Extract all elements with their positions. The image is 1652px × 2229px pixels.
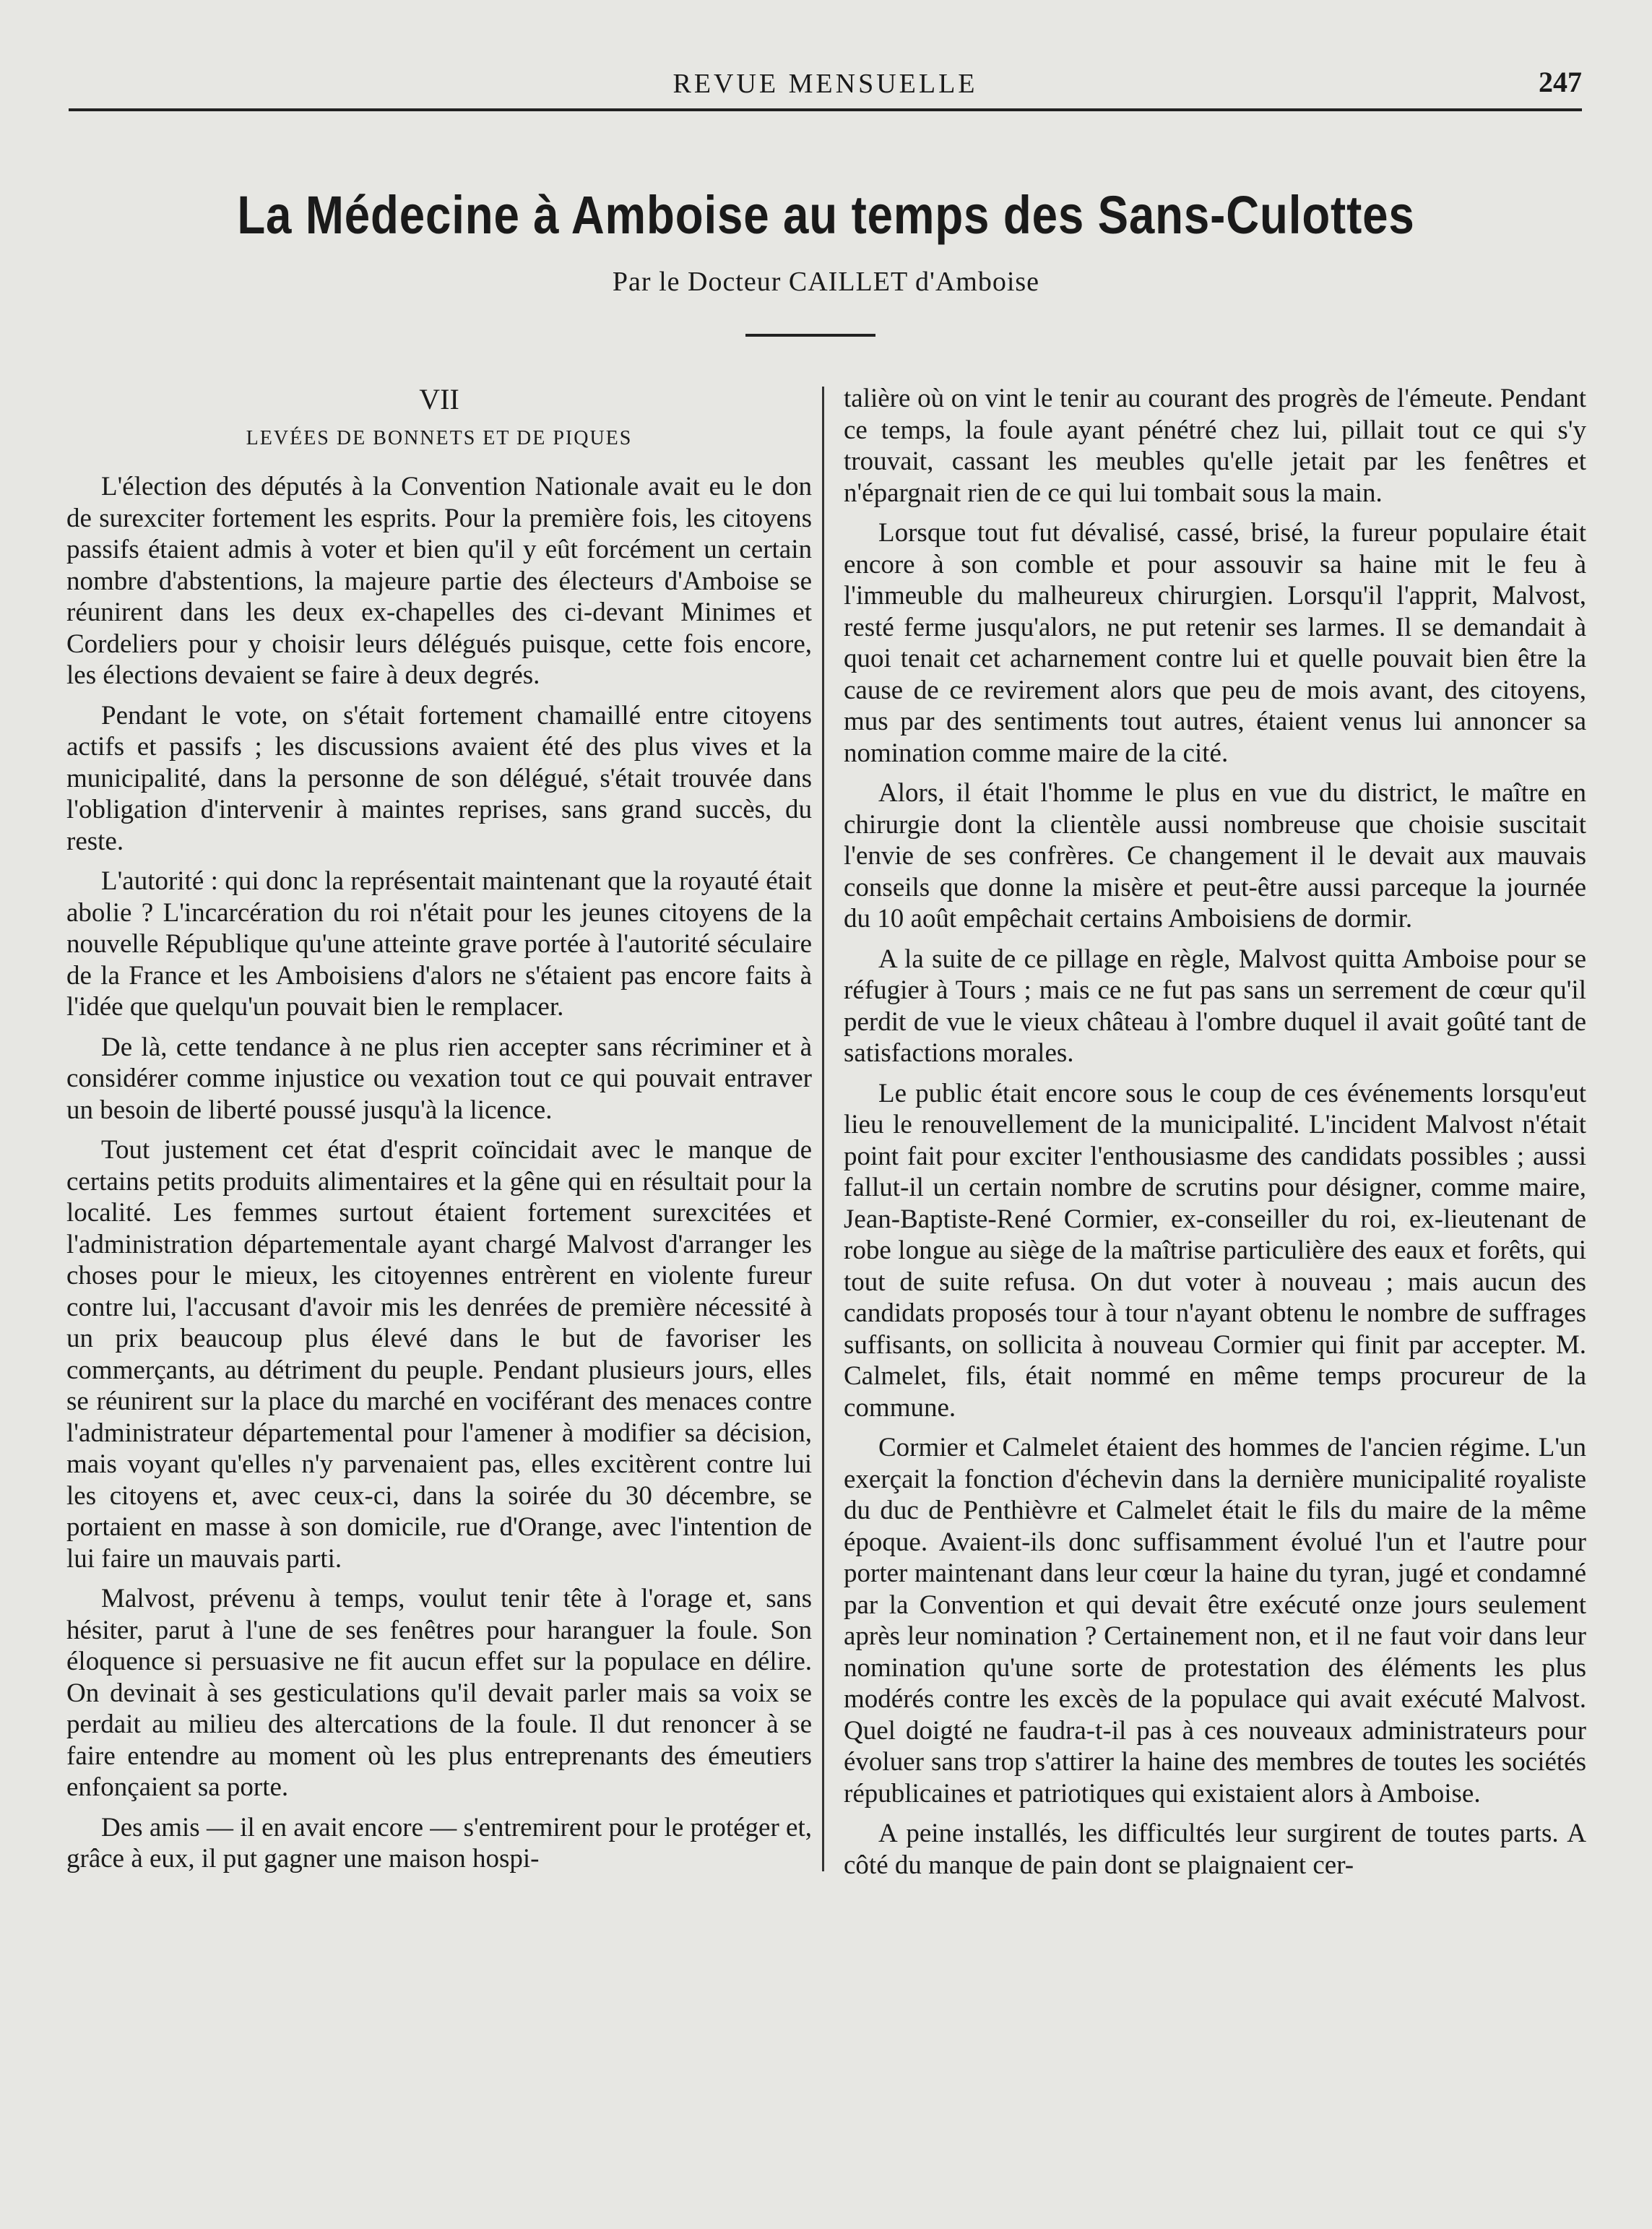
paragraph-continued: talière où on vint le tenir au courant des progrès de l'émeute. Pendant ce temps, la foule ayant pénétré chez lui, pillait tout ce qui s'y trouvait, cassant les meubles qu'elle jetait par les fenêtres et n'épargnait rien de ce qui lui tombait sous la main. xyxy=(844,384,1586,508)
column-divider xyxy=(822,387,824,1871)
paragraph: Lorsque tout fut dévalisé, cassé, brisé, la fureur populaire était encore à son comble et pour assouvir sa haine mit le feu à l'immeuble du malheureux chirurgien. Lorsqu'il l'apprit, Malvost, resté ferme jusqu'alors, ne put retenir ses larmes. Il se demandait à quoi tenait cet acharnement contre lui et quelle pouvait bien être la cause de ce revirement alors que peu de mois avant, des citoyens, mus par des sentiments tout autres, étaient venus lui annoncer sa nomination comme maire de la cité. xyxy=(844,518,1586,768)
paragraph: Cormier et Calmelet étaient des hommes de l'ancien régime. L'un exerçait la fonction d'échevin dans la dernière municipalité royaliste du duc de Penthièvre et Calmelet était le fils du maire de la même époque. Avaient-ils donc suffisamment évolué l'un et l'autre pour porter maintenant dans leur cœur la haine du tyran, jugé et condamné par la Convention et qui devait être exécuté onze jours seulement après leur nomination ? Certainement non, et il ne faut voir dans leur nomination qu'une sorte de protestation des éléments les plus modérés contre les excès de la populace qui avait exécuté Malvost. Quel doigté ne faudra-t-il pas à ces nouveaux administrateurs pour évoluer sans trop s'attirer la haine des membres de toutes les sociétés républicaines et patriotiques qui existaient alors à Amboise. xyxy=(844,1433,1586,1808)
article-byline: Par le Docteur CAILLET d'Amboise xyxy=(612,267,1040,297)
paragraph: Pendant le vote, on s'était fortement chamaillé entre citoyens actifs et passifs ; les discussions avaient été des plus vives et la municipalité, dans la personne de son délégué, s'était trouvée dans l'obligation d'intervenir à maintes reprises, sans grand succès, du reste. xyxy=(66,700,812,856)
paragraph: L'élection des députés à la Convention Nationale avait eu le don de surexciter fortement les esprits. Pour la première fois, les citoyens passifs étaient admis à voter et bien qu'il y eût forcément un certain nombre d'abstentions, la majeure partie des électeurs d'Amboise se réunirent dans les deux ex-chapelles des ci-devant Minimes et Cordeliers pour y choisir leurs délégués puisque, cette fois encore, les élections devaient se faire à deux degrés. xyxy=(66,472,812,690)
paragraph: De là, cette tendance à ne plus rien accepter sans récriminer et à considérer comme injustice ou vexation tout ce qui pouvait entraver un besoin de liberté poussé jusqu'à la licence. xyxy=(66,1032,812,1125)
left-column xyxy=(66,383,812,1884)
section-number: VII xyxy=(419,383,459,415)
article-title: La Médecine à Amboise au temps des Sans-Culottes xyxy=(237,185,1415,245)
running-title: REVUE MENSUELLE xyxy=(673,69,978,99)
paragraph: Des amis — il en avait encore — s'entremirent pour le protéger et, grâce à eux, il put gagner une maison hospi- xyxy=(66,1812,812,1874)
paragraph: Le public était encore sous le coup de ces événements lorsqu'eut lieu le renouvellement de la municipalité. L'incident Malvost n'était point fait pour exciter l'enthousiasme des candidats possibles ; aussi fallut-il un certain nombre de scrutins pour désigner, comme maire, Jean-Baptiste-René Cormier, ex-conseiller du roi, ex-lieutenant de robe longue au siège de la maîtrise particulière des eaux et forêts, qui tout de suite refusa. On dut voter à nouveau ; mais aucun des candidats proposés tour à tour n'ayant obtenu le nombre de suffrages suffisants, on sollicita à nouveau Cormier qui finit par accepter. M. Calmelet, fils, était nommé en même temps procureur de la commune. xyxy=(844,1078,1586,1423)
paragraph: Malvost, prévenu à temps, voulut tenir tête à l'orage et, sans hésiter, parut à l'une de ses fenêtres pour haranguer la foule. Son éloquence si persuasive ne fit aucun effet sur la populace en délire. On devinait à ses gesticulations qu'il devait parler mais sa voix se perdait au milieu des altercations de la foule. Il dut renoncer à se faire entendre au moment où les plus entreprenants des émeutiers enfonçaient sa porte. xyxy=(66,1584,812,1802)
paragraph: A la suite de ce pillage en règle, Malvost quitta Amboise pour se réfugier à Tours ; mais ce ne fut pas sans un serrement de cœur qu'il perdit de vue le vieux château à l'ombre duquel il avait goûté tant de satisfactions morales. xyxy=(844,944,1586,1068)
title-rule xyxy=(745,334,875,337)
paragraph: L'autorité : qui donc la représentait maintenant que la royauté était abolie ? L'incarcération du roi n'était pour les jeunes citoyens de la nouvelle République qu'une atteinte grave portée à l'autorité séculaire de la France et les Amboisiens d'alors ne s'étaient pas encore faits à l'idée que quelqu'un pouvait bien le remplacer. xyxy=(66,866,812,1022)
right-column xyxy=(844,383,1586,1889)
page-number: 247 xyxy=(1539,66,1582,98)
paragraph: A peine installés, les difficultés leur surgirent de toutes parts. A côté du manque de pain dont se plaignaient cer- xyxy=(844,1819,1586,1880)
paragraph: Alors, il était l'homme le plus en vue du district, le maître en chirurgie dont la clientèle aussi nombreuse que choisie suscitait l'envie de ses confrères. Ce changement il le devait aux mauvais conseils que donne la misère et peut-être aussi parceque la journée du 10 août empêchait certains Amboisiens de dormir. xyxy=(844,778,1586,934)
section-heading: LEVÉES DE BONNETS ET DE PIQUES xyxy=(246,427,633,449)
paragraph: Tout justement cet état d'esprit coïncidait avec le manque de certains petits produits alimentaires et la gêne qui en résultait pour la localité. Les femmes surtout étaient fortement surexcitées et l'administration départementale ayant chargé Malvost d'arranger les choses pour le mieux, les citoyennes entrèrent en violente fureur contre lui, l'accusant d'avoir mis les denrées de première nécessité à un prix beaucoup plus élevé dans le but de favoriser les commerçants, au détriment du peuple. Pendant plusieurs jours, elles se réunirent sur la place du marché en vociférant des menaces contre l'administrateur départemental pour l'amener à modifier sa décision, mais voyant qu'elles n'y parvenaient pas, elles excitèrent contre lui les citoyens et, avec ceux-ci, dans la soirée du 30 décembre, se portaient en masse à son domicile, rue d'Orange, avec l'intention de lui faire un mauvais parti. xyxy=(66,1135,812,1574)
running-head xyxy=(69,65,1582,111)
